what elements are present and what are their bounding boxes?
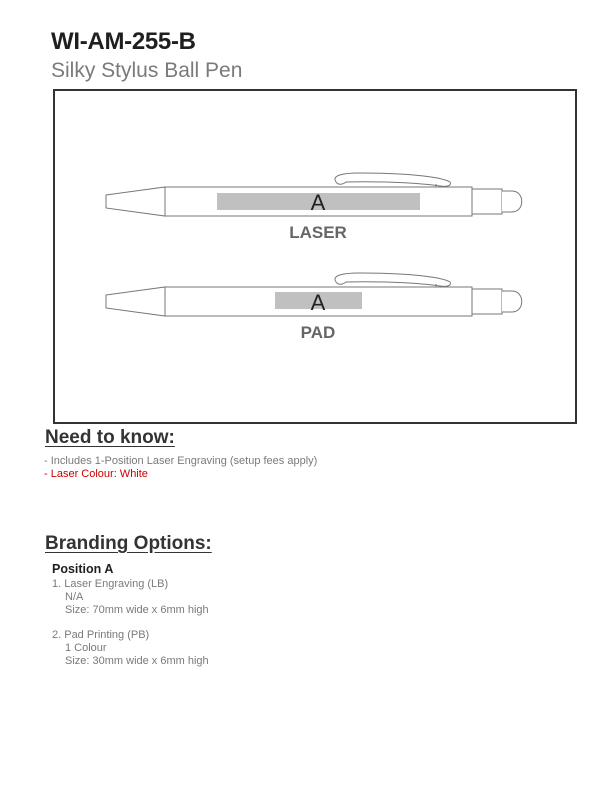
- option-title: 1. Laser Engraving (LB): [52, 578, 169, 590]
- branding-options-heading: Branding Options:: [45, 533, 212, 554]
- pen-end-cap: [472, 289, 502, 314]
- pad-position-label: A: [310, 290, 326, 315]
- pen-clip: [335, 273, 450, 286]
- pen-clip: [335, 173, 450, 186]
- need-to-know-item: - Includes 1-Position Laser Engraving (setup fees apply): [44, 455, 318, 467]
- pen-tip: [106, 287, 165, 316]
- product-code: WI-AM-255-B: [51, 28, 196, 55]
- option-title: 2. Pad Printing (PB): [52, 629, 150, 641]
- pen-illustration: [53, 89, 577, 424]
- pad-method-label: PAD: [300, 323, 336, 342]
- stylus-tip: [502, 291, 522, 312]
- option-size: Size: 70mm wide x 6mm high: [65, 604, 209, 616]
- stylus-tip: [502, 191, 522, 212]
- option-size: Size: 30mm wide x 6mm high: [65, 655, 209, 667]
- pen-end-cap: [472, 189, 502, 214]
- laser-position-label: A: [310, 190, 326, 215]
- laser-method-label: LASER: [289, 223, 347, 242]
- pen-tip: [106, 187, 165, 216]
- product-name: Silky Stylus Ball Pen: [51, 59, 243, 82]
- need-to-know-heading: Need to know:: [45, 427, 175, 448]
- need-to-know-item-laser-colour: - Laser Colour: White: [44, 468, 148, 480]
- option-colours: 1 Colour: [65, 642, 107, 654]
- option-colours: N/A: [65, 591, 84, 603]
- position-title: Position A: [52, 562, 114, 576]
